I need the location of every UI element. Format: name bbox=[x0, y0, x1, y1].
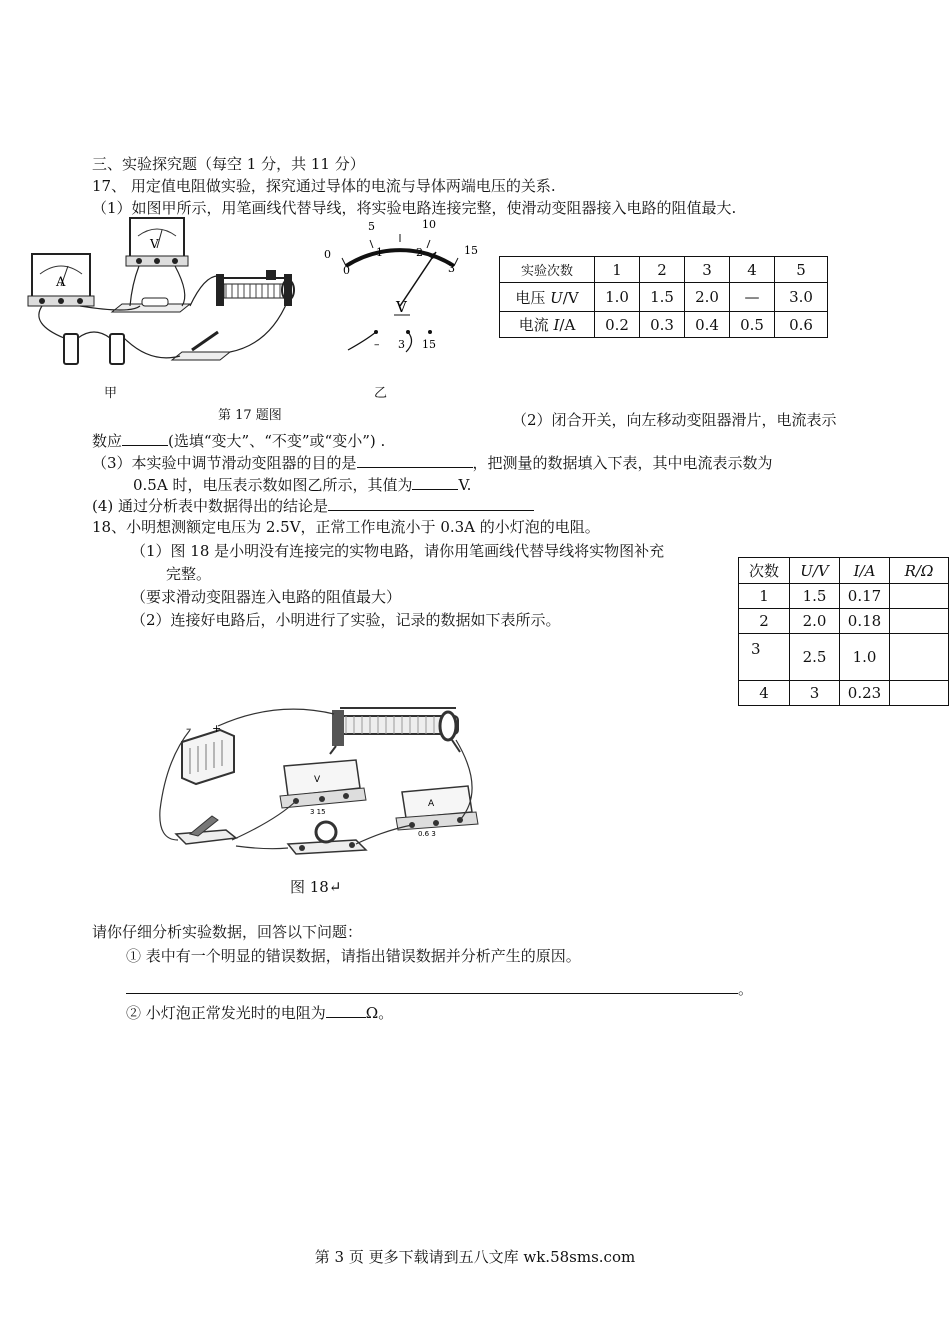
q18-row3-voltage: 2.5 bbox=[790, 634, 840, 681]
current-2: 0.3 bbox=[640, 312, 685, 338]
trial-2: 2 bbox=[640, 257, 685, 283]
q18-header-voltage: U/V bbox=[790, 558, 840, 584]
voltage-1: 1.0 bbox=[595, 283, 640, 312]
q18-row1-current: 0.17 bbox=[840, 584, 890, 609]
voltmeter-symbol: V bbox=[150, 237, 159, 251]
q18-row3-trial: 3 bbox=[739, 634, 790, 681]
answer-blank-3b[interactable] bbox=[412, 474, 458, 490]
q17-part2-a: （2）闭合开关，向左移动变阻器滑片，电流表示 bbox=[512, 411, 837, 429]
figure-18 bbox=[156, 700, 502, 860]
figure-label-yi: 乙 bbox=[374, 386, 388, 401]
q18-row3-resistance[interactable] bbox=[890, 634, 949, 681]
ammeter-symbol: A bbox=[56, 275, 66, 290]
figure-17-caption: 第 17 题图 bbox=[218, 408, 282, 423]
voltage-4: — bbox=[730, 283, 775, 312]
voltage-2: 1.5 bbox=[640, 283, 685, 312]
voltmeter-label: V bbox=[314, 775, 321, 785]
q18-header-resistance: R/Ω bbox=[890, 558, 949, 584]
page-footer: 第 3 页 更多下载请到五八文库 wk.58sms.com bbox=[314, 1248, 636, 1266]
q17-intro: 17、 用定值电阻做实验，探究通过导体的电流与导体两端电压的关系. bbox=[92, 177, 556, 195]
scale-bottom-2: 2 bbox=[416, 246, 423, 259]
answer-blank-2[interactable] bbox=[122, 430, 168, 446]
q17-part3-a: （3）本实验中调节滑动变阻器的目的是 ，把测量的数据填入下表，其中电流表示数为 bbox=[92, 454, 773, 472]
wire-3 bbox=[406, 332, 412, 352]
battery-icon bbox=[64, 334, 124, 364]
scale-top-0: 0 bbox=[324, 248, 331, 261]
figure-17-jia bbox=[20, 214, 310, 374]
q18-question-b: ② 小灯泡正常发光时的电阻为 Ω。 bbox=[126, 1004, 394, 1022]
q17-part1: （1）如图甲所示，用笔画线代替导线，将实验电路连接完整，使滑动变阻器接入电路的阻值最大. bbox=[92, 199, 737, 217]
q18-row4-voltage: 3 bbox=[790, 681, 840, 706]
q18-part1-a: （1）图 18 是小明没有连接完的实物电路，请你用笔画线代替导线将实物图补充 bbox=[131, 542, 665, 560]
figure-18-caption: 图 18↵ bbox=[290, 878, 342, 896]
q18-row4-trial: 4 bbox=[739, 681, 790, 706]
bulb-icon bbox=[288, 822, 366, 854]
ammeter-icon bbox=[396, 786, 478, 830]
trial-3: 3 bbox=[685, 257, 730, 283]
q17-data-table bbox=[499, 256, 828, 338]
q17-part3-b: 0.5A 时，电压表示数如图乙所示，其值为 V. bbox=[133, 476, 472, 494]
q18-data-table bbox=[738, 557, 949, 706]
scale-bottom-1: 1 bbox=[376, 246, 383, 259]
meter-symbol: V bbox=[396, 298, 407, 316]
q18-row4-resistance[interactable] bbox=[890, 681, 949, 706]
q18-row2-resistance[interactable] bbox=[890, 609, 949, 634]
trial-4: 4 bbox=[730, 257, 775, 283]
trial-1: 1 bbox=[595, 257, 640, 283]
q18-row2-voltage: 2.0 bbox=[790, 609, 840, 634]
voltmeter-icon bbox=[280, 760, 366, 808]
q18-row1-voltage: 1.5 bbox=[790, 584, 840, 609]
voltage-row-label: 电压 U/V bbox=[500, 283, 595, 312]
answer-blank-3a[interactable] bbox=[357, 452, 473, 468]
battery-minus: – bbox=[186, 722, 192, 735]
q18-row2-trial: 2 bbox=[739, 609, 790, 634]
q18-row2-current: 0.18 bbox=[840, 609, 890, 634]
q18-analysis-intro: 请你仔细分析实验数据，回答以下问题： bbox=[92, 923, 363, 941]
switch-icon bbox=[172, 332, 230, 360]
answer-blank-a[interactable] bbox=[126, 978, 738, 994]
ammeter-label: A bbox=[428, 799, 435, 809]
voltage-3: 2.0 bbox=[685, 283, 730, 312]
current-5: 0.6 bbox=[775, 312, 828, 338]
figure-17-yi bbox=[318, 214, 488, 354]
q18-row1-resistance[interactable] bbox=[890, 584, 949, 609]
current-3: 0.4 bbox=[685, 312, 730, 338]
q18-row4-current: 0.23 bbox=[840, 681, 890, 706]
meter-scale-arc bbox=[346, 250, 454, 266]
current-1: 0.2 bbox=[595, 312, 640, 338]
rheostat-icon bbox=[216, 270, 294, 306]
switch-icon bbox=[176, 816, 236, 844]
q18-row1-trial: 1 bbox=[739, 584, 790, 609]
q18-part1-c: （要求滑动变阻器连入电路的阻值最大） bbox=[131, 588, 402, 606]
current-4: 0.5 bbox=[730, 312, 775, 338]
q18-part2: （2）连接好电路后，小明进行了实验，记录的数据如下表所示。 bbox=[131, 611, 561, 629]
q18-question-a: ① 表中有一个明显的错误数据，请指出错误数据并分析产生的原因。 bbox=[126, 947, 581, 965]
q17-part4: (4) 通过分析表中数据得出的结论是 bbox=[92, 495, 534, 516]
battery-plus: + bbox=[212, 722, 222, 735]
voltage-5: 3.0 bbox=[775, 283, 828, 312]
table-header-label: 实验次数 bbox=[500, 257, 595, 283]
terminal-3: 3 bbox=[398, 338, 405, 351]
scale-top-5: 5 bbox=[368, 220, 375, 233]
terminal-15: 15 bbox=[422, 338, 436, 351]
scale-bottom-0: 0 bbox=[343, 264, 350, 277]
rheostat-icon bbox=[330, 708, 460, 754]
q18-intro: 18、小明想测额定电压为 2.5V，正常工作电流小于 0.3A 的小灯泡的电阻。 bbox=[92, 518, 600, 536]
scale-top-10: 10 bbox=[422, 218, 436, 231]
wire-minus bbox=[348, 332, 376, 350]
scale-top-15: 15 bbox=[464, 244, 478, 257]
terminal-minus: – bbox=[374, 338, 380, 351]
section-title: 三、实验探究题（每空 1 分，共 11 分） bbox=[92, 155, 365, 173]
q17-part2-b: 数应 (选填“变大”、“不变”或“变小”) . bbox=[92, 432, 386, 450]
ammeter-terminals: 0.6 3 bbox=[418, 830, 436, 838]
battery-icon bbox=[182, 730, 234, 784]
figure-label-jia: 甲 bbox=[104, 386, 118, 401]
answer-blank-b[interactable] bbox=[326, 1002, 366, 1018]
q18-part1-b: 完整。 bbox=[166, 565, 212, 583]
q18-header-trial: 次数 bbox=[739, 558, 790, 584]
answer-blank-4[interactable] bbox=[328, 495, 534, 511]
current-row-label: 电流 I/A bbox=[500, 312, 595, 338]
voltmeter-terminals: 3 15 bbox=[310, 808, 326, 816]
q18-answer-line-a: 。 bbox=[126, 978, 753, 999]
q18-header-current: I/A bbox=[840, 558, 890, 584]
q18-row3-current: 1.0 bbox=[840, 634, 890, 681]
scale-bottom-3: 3 bbox=[448, 262, 455, 275]
trial-5: 5 bbox=[775, 257, 828, 283]
